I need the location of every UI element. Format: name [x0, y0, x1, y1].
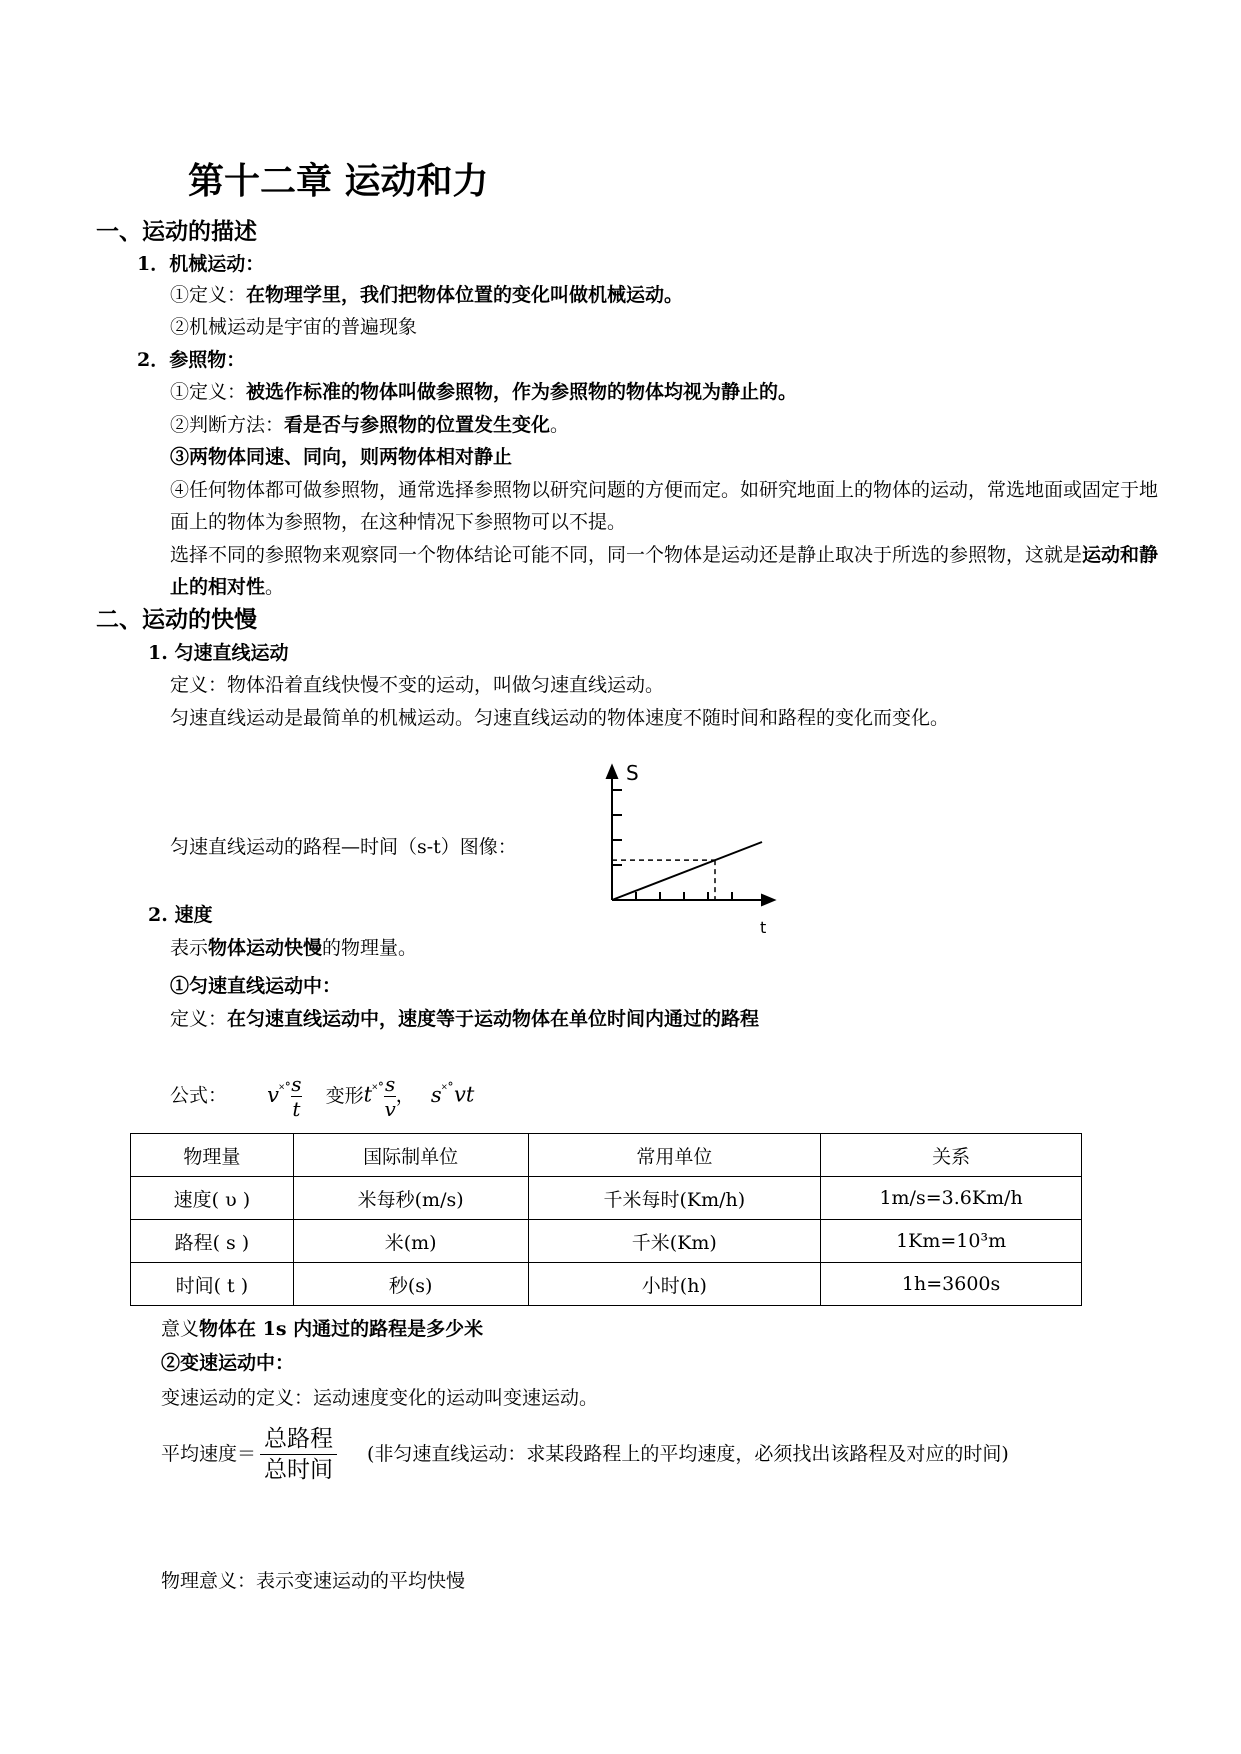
formula-fraction-s-over-v	[384, 1072, 395, 1121]
table-header-cell: 常用单位	[528, 1134, 821, 1177]
formula-garble: ˟˚	[441, 1082, 454, 1099]
def-prefix: ①定义：	[170, 381, 247, 403]
avg-fraction	[260, 1424, 337, 1485]
y-axis-label: S	[626, 761, 639, 785]
speed-definition	[170, 1008, 759, 1031]
formula-garble: ˟˚	[372, 1082, 385, 1099]
table-cell: 路程( s )	[131, 1220, 294, 1263]
relativity-paragraph	[170, 539, 1160, 603]
relativity-bold: 运动和静止的相对性	[170, 544, 1159, 598]
table-row	[131, 1220, 1082, 1263]
speed-suffix: 的物理量。	[322, 937, 418, 959]
item-1-heading: 1．机械运动：	[137, 253, 265, 275]
relativity-suffix: 。	[265, 576, 285, 598]
speed-prefix: 表示	[170, 937, 209, 959]
speed-significance	[161, 1318, 483, 1341]
def-bold: 在物理学里，我们把物体位置的变化叫做机械运动。	[246, 284, 684, 306]
denominator: t	[292, 1097, 301, 1121]
section-2-heading: 二、运动的快慢	[96, 606, 257, 633]
table-cell: 小时(h)	[528, 1263, 821, 1306]
uniform-motion-definition: 定义：物体沿着直线快慢不变的运动，叫做匀速直线运动。	[170, 674, 665, 696]
reference-method	[170, 414, 569, 437]
table-header-cell: 关系	[821, 1134, 1082, 1177]
table-cell: 1m/s=3.6Km/h	[821, 1177, 1082, 1220]
page-title: 第十二章 运动和力	[188, 160, 489, 202]
table-row	[131, 1177, 1082, 1220]
uniform-speed-subheading: ①匀速直线运动中：	[170, 975, 342, 997]
table-row	[131, 1263, 1082, 1306]
relativity-prefix: 选择不同的参照物来观察同一个物体结论可能不同，同一个物体是运动还是静止取决于所选的参照物，这就是	[170, 544, 1083, 566]
y-axis-arrow	[607, 766, 617, 778]
x-axis-arrow	[762, 895, 774, 905]
speed-heading: 2. 速度	[148, 904, 213, 926]
average-speed-formula	[161, 1424, 1009, 1485]
st-graph-caption: 匀速直线运动的路程—时间（s-t）图像：	[170, 836, 517, 858]
table-cell: 时间( t )	[131, 1263, 294, 1306]
significance-prefix: 意义	[161, 1318, 200, 1340]
table-cell: 米每秒(m/s)	[293, 1177, 528, 1220]
table-header-row	[131, 1134, 1082, 1177]
reference-definition	[170, 381, 797, 404]
numerator: s	[291, 1072, 302, 1096]
formula-garble: ˟˚	[278, 1082, 292, 1099]
numerator: s	[384, 1072, 396, 1096]
speed-meaning	[170, 937, 417, 960]
formula-label: 公式：	[170, 1084, 228, 1107]
method-bold: 看是否与参照物的位置发生变化	[284, 414, 551, 436]
table-cell: 1h=3600s	[821, 1263, 1082, 1306]
mechanical-motion-definition	[170, 284, 683, 307]
uniform-motion-heading: 1. 匀速直线运动	[148, 642, 289, 664]
section-1-heading: 一、运动的描述	[96, 218, 257, 245]
table-cell: 米(m)	[293, 1220, 528, 1263]
relative-rest-note: ③两物体同速、同向，则两物体相对静止	[170, 446, 513, 468]
formula-s: s	[430, 1082, 442, 1107]
physical-meaning: 物理意义：表示变速运动的平均快慢	[161, 1570, 466, 1592]
def-bold: 被选作标准的物体叫做参照物，作为参照物的物体均视为静止的。	[246, 381, 798, 403]
method-prefix: ②判断方法：	[170, 414, 285, 436]
speed-def-bold: 在匀速直线运动中，速度等于运动物体在单位时间内通过的路程	[227, 1008, 760, 1030]
denominator: v	[384, 1097, 396, 1121]
avg-note: (非匀速直线运动：求某段路程上的平均速度，必须找出该路程及对应的时间)	[367, 1443, 1009, 1466]
table-header-cell: 物理量	[131, 1134, 294, 1177]
method-suffix: 。	[550, 414, 570, 436]
formula-comma: ，	[395, 1084, 415, 1107]
avg-numerator: 总路程	[260, 1424, 337, 1455]
speed-def-prefix: 定义：	[170, 1008, 228, 1030]
speed-bold: 物体运动快慢	[208, 937, 323, 959]
def-prefix: ①定义：	[170, 284, 247, 306]
formula-t: t	[363, 1082, 373, 1107]
st-graph	[600, 758, 800, 940]
x-axis-label: t	[760, 918, 767, 937]
units-table	[130, 1133, 1082, 1306]
item-2-heading: 2．参照物：	[137, 349, 246, 371]
mechanical-motion-note: ②机械运动是宇宙的普遍现象	[170, 316, 418, 338]
significance-bold: 物体在 1s 内通过的路程是多少米	[199, 1318, 484, 1340]
formula-line	[170, 1072, 474, 1121]
avg-denominator: 总时间	[264, 1457, 334, 1483]
table-cell: 速度( υ )	[131, 1177, 294, 1220]
uniform-motion-description: 匀速直线运动是最简单的机械运动。匀速直线运动的物体速度不随时间和路程的变化而变化。	[170, 707, 950, 729]
reference-choice-paragraph: ④任何物体都可做参照物，通常选择参照物以研究问题的方便而定。如研究地面上的物体的运动，常选地面或固定于地面上的物体为参照物，在这种情况下参照物可以不提。	[170, 479, 1159, 533]
table-cell: 千米(Km)	[528, 1220, 821, 1263]
formula-vt: vt	[453, 1082, 475, 1107]
avg-label: 平均速度＝	[161, 1443, 257, 1466]
formula-bianxing: 变形	[325, 1084, 364, 1107]
formula-fraction-s-over-t	[291, 1072, 301, 1121]
formula-v: v	[267, 1082, 279, 1107]
table-header-cell: 国际制单位	[293, 1134, 528, 1177]
table-cell: 1Km=10³m	[821, 1220, 1082, 1263]
variable-motion-subheading: ②变速运动中：	[161, 1352, 295, 1374]
data-line	[612, 842, 762, 900]
table-cell: 千米每时(Km/h)	[528, 1177, 821, 1220]
variable-motion-definition: 变速运动的定义：运动速度变化的运动叫变速运动。	[161, 1387, 599, 1409]
table-cell: 秒(s)	[293, 1263, 528, 1306]
